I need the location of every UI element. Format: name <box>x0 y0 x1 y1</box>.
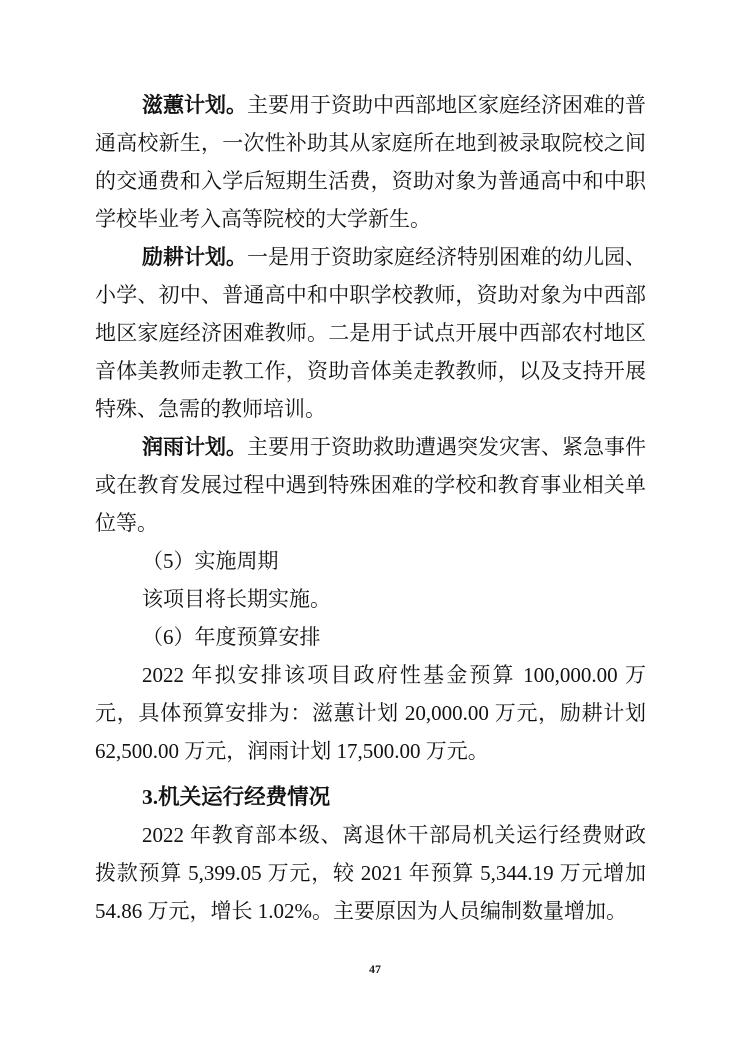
subheading-annual-budget: （6）年度预算安排 <box>142 625 321 649</box>
paragraph-budget-breakdown: 2022 年拟安排该项目政府性基金预算 100,000.00 万元，具体预算安排为：滋蕙计划 20,000.00 万元，励耕计划 62,500.00 万元，润雨计划 17,500.00 万元。 <box>95 663 646 763</box>
paragraph-long-term: 该项目将长期实施。 <box>142 587 331 611</box>
paragraph-runyu-plan <box>95 428 646 542</box>
paragraph-operating-expenses-detail: 2022 年教育部本级、离退休干部局机关运行经费财政拨款预算 5,399.05 万元，较 2021 年预算 5,344.19 万元增加 54.86 万元，增长 1.02%。主要原因为人员编制数量增加。 <box>95 823 646 923</box>
heading-agency-operating-expenses: 3.机关运行经费情况 <box>142 785 331 809</box>
subheading-implementation-period: （5）实施周期 <box>142 549 279 573</box>
paragraph-zihui-plan <box>95 86 646 238</box>
paragraph-ligeng-plan <box>95 238 646 428</box>
paragraph-lead-ligeng: 励耕计划。 <box>142 245 247 269</box>
document-body <box>95 86 646 930</box>
paragraph-lead-zihui: 滋蕙计划。 <box>142 93 247 117</box>
paragraph-text-zihui: 主要用于资助中西部地区家庭经济困难的普通高校新生，一次性补助其从家庭所在地到被录取院校之间的交通费和入学后短期生活费，资助对象为普通高中和中职学校毕业考入高等院校的大学新生。 <box>95 93 646 231</box>
paragraph-lead-runyu: 润雨计划。 <box>142 435 247 459</box>
paragraph-text-ligeng: 一是用于资助家庭经济特别困难的幼儿园、小学、初中、普通高中和中职学校教师，资助对象为中西部地区家庭经济困难教师。二是用于试点开展中西部农村地区音体美教师走教工作，资助音体美走教教师，以及支持开展特殊、急需的教师培训。 <box>95 245 646 421</box>
paragraph-text-runyu: 主要用于资助救助遭遇突发灾害、紧急事件或在教育发展过程中遇到特殊困难的学校和教育事业相关单位等。 <box>95 435 646 535</box>
page-number: 47 <box>369 962 381 976</box>
